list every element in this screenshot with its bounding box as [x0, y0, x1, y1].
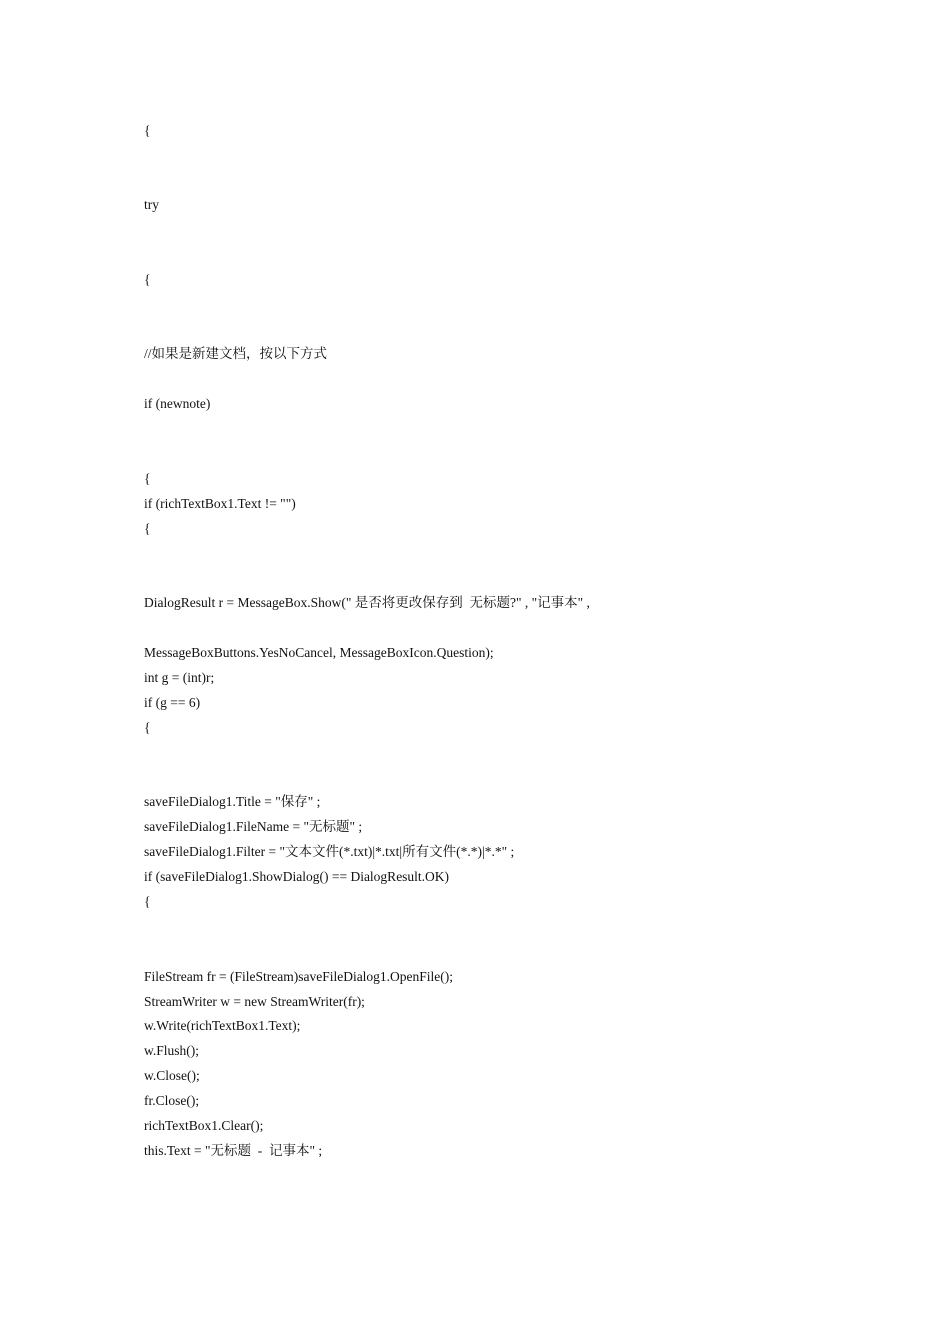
code-line: DialogResult r = MessageBox.Show(" 是否将更改保存到 无标题?" , "记事本" ,: [144, 595, 590, 610]
code-line: richTextBox1.Clear();: [144, 1118, 264, 1133]
code-line: saveFileDialog1.FileName = "无标题" ;: [144, 819, 363, 834]
code-line: if (saveFileDialog1.ShowDialog() == DialogResult.OK): [144, 869, 450, 884]
code-line: StreamWriter w = new StreamWriter(fr);: [144, 994, 365, 1009]
code-line: MessageBoxButtons.YesNoCancel, MessageBoxIcon.Question);: [144, 645, 494, 660]
code-line: {: [144, 720, 151, 735]
code-line: {: [144, 272, 151, 287]
code-line: int g = (int)r;: [144, 670, 215, 685]
code-line: if (newnote): [144, 396, 211, 411]
code-line: if (g == 6): [144, 695, 201, 710]
code-line: try: [144, 197, 159, 212]
code-line: {: [144, 894, 151, 909]
code-line: saveFileDialog1.Title = "保存" ;: [144, 794, 321, 809]
code-line: {: [144, 471, 151, 486]
code-line: fr.Close();: [144, 1093, 200, 1108]
code-line: FileStream fr = (FileStream)saveFileDialog1.OpenFile();: [144, 969, 454, 984]
code-line: {: [144, 521, 151, 536]
code-line: this.Text = "无标题 - 记事本" ;: [144, 1143, 323, 1158]
code-line: w.Write(richTextBox1.Text);: [144, 1018, 301, 1033]
code-line: //如果是新建文档，按以下方式: [144, 346, 328, 361]
code-line: {: [144, 123, 151, 138]
code-line: w.Flush();: [144, 1043, 200, 1058]
code-line: w.Close();: [144, 1068, 200, 1083]
code-line: saveFileDialog1.Filter = "文本文件(*.txt)|*.txt|所有文件(*.*)|*.*" ;: [144, 844, 515, 859]
code-line: if (richTextBox1.Text != ""): [144, 496, 296, 511]
